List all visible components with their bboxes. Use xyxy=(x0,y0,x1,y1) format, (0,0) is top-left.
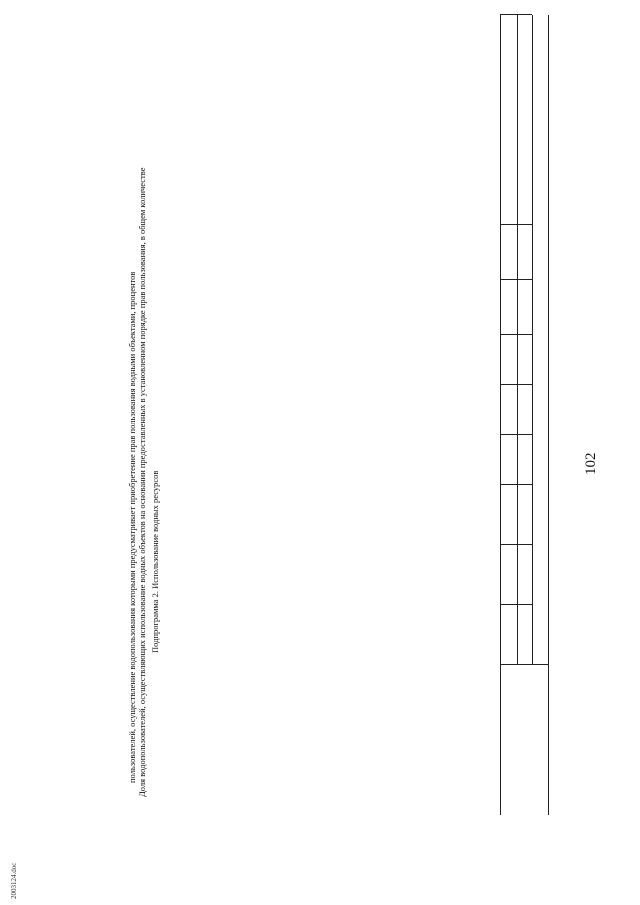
table-rule xyxy=(532,15,533,665)
indicator-description-line1: Доля водопользователей, осуществляющих использование водных объектов на основании предоставленных в установленном порядке прав пользования, в общем количестве xyxy=(137,167,147,797)
table-rule xyxy=(517,15,518,665)
table-rule xyxy=(500,334,532,335)
table-rule xyxy=(500,604,532,605)
table-rule xyxy=(500,224,532,225)
table-rule xyxy=(500,384,532,385)
page-number: 102 xyxy=(583,452,599,475)
table-rule xyxy=(500,484,532,485)
indicator-description-line2: пользователей, осуществление водопользования которыми предусматривает приобретение прав пользования водными объектами, процентов xyxy=(127,271,137,783)
table-rule xyxy=(500,544,532,545)
table-rule xyxy=(500,14,532,15)
table-rule xyxy=(500,279,532,280)
table-rule xyxy=(548,15,549,815)
subprogram-title: Подпрограмма 2. Использование водных ресурсов xyxy=(150,470,160,653)
file-name: 2003124.doc xyxy=(10,862,18,899)
table-rule xyxy=(500,664,548,665)
table-rule xyxy=(500,434,532,435)
table-rule xyxy=(500,15,501,815)
